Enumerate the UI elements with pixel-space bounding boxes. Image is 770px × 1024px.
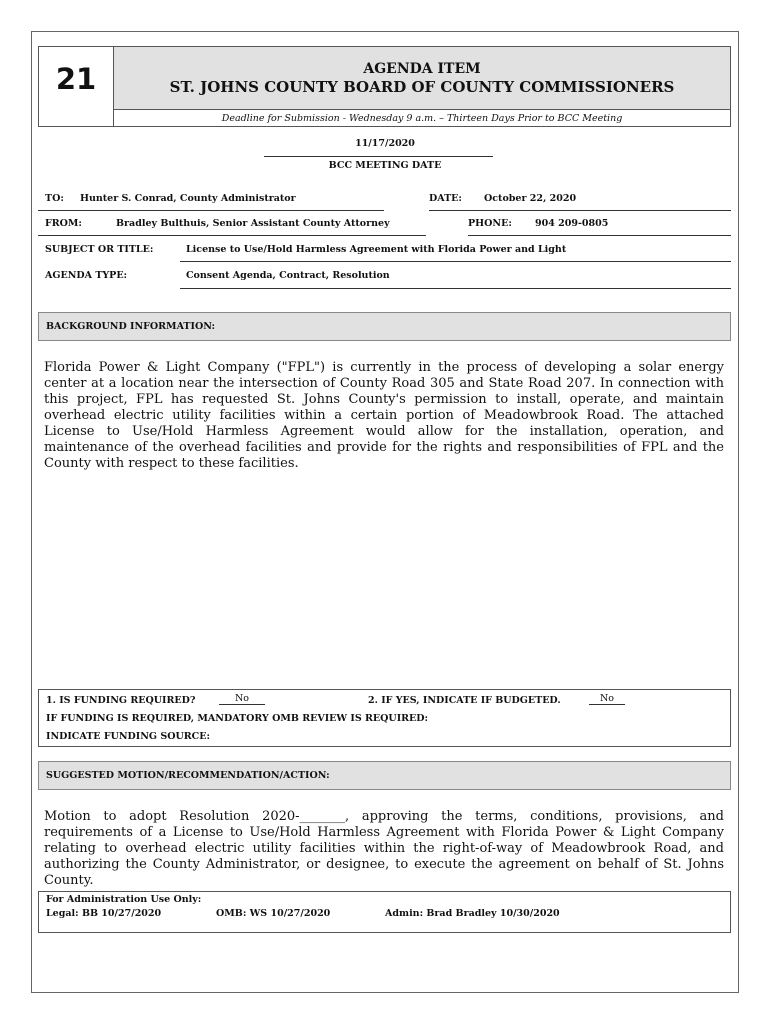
agenda-title-line2: ST. JOHNS COUNTY BOARD OF COUNTY COMMISSIONERS xyxy=(169,77,675,96)
meeting-date-label: BCC MEETING DATE xyxy=(328,160,442,171)
meeting-date-rule xyxy=(264,156,493,157)
to-label: TO: xyxy=(45,193,64,204)
date-rule xyxy=(429,210,731,211)
admin-signoff: Admin: Brad Bradley 10/30/2020 xyxy=(385,908,560,919)
date-label: DATE: xyxy=(429,193,462,204)
agenda-title-line1: AGENDA ITEM xyxy=(363,60,481,77)
from-label: FROM: xyxy=(45,218,82,229)
budgeted-label: 2. IF YES, INDICATE IF BUDGETED. xyxy=(368,695,561,706)
background-heading: BACKGROUND INFORMATION: xyxy=(38,312,731,341)
subject-value: License to Use/Hold Harmless Agreement with Florida Power and Light xyxy=(186,244,567,255)
item-number-spacer xyxy=(39,110,114,127)
funding-box xyxy=(38,689,731,747)
agenda-type-value: Consent Agenda, Contract, Resolution xyxy=(186,270,390,281)
agenda-item-number: 21 xyxy=(39,47,114,110)
funding-required-value: No xyxy=(219,693,265,705)
omb-signoff: OMB: WS 10/27/2020 xyxy=(216,908,331,919)
agenda-type-rule xyxy=(180,288,731,289)
to-rule xyxy=(38,210,384,211)
budgeted-value: No xyxy=(589,693,625,705)
admin-use-label: For Administration Use Only: xyxy=(46,894,202,905)
funding-required-field xyxy=(219,693,265,705)
phone-value: 904 209-0805 xyxy=(535,218,609,229)
background-text: Florida Power & Light Company ("FPL") is currently in the process of developing a solar energy center at a location near the intersection of County Road 305 and State Road 207. In connection with this project, FPL has requested St. Johns County's permission to install, operate, and maintain overhead electric utility facilities within a certain portion of Meadowbrook Road. The attached License to Use/Hold Harmless Agreement would allow for the installation, operation, and maintenance of the overhead facilities and provide for the rights and responsibilities of FPL and the County with respect to these facilities. xyxy=(44,360,724,471)
subject-rule xyxy=(180,261,731,262)
funding-required-label: 1. IS FUNDING REQUIRED? xyxy=(46,695,196,706)
legal-signoff: Legal: BB 10/27/2020 xyxy=(46,908,162,919)
subject-label: SUBJECT OR TITLE: xyxy=(45,244,154,255)
date-value: October 22, 2020 xyxy=(484,193,577,204)
motion-text: Motion to adopt Resolution 2020-_______, approving the terms, conditions, provisions, and requirements of a License to Use/Hold Harmless Agreement with Florida Power & Light Company relating to overhead electric utility facilities within the right-of-way of Meadowbrook Road, and authorizing the County Administrator, or designee, to execute the agreement on behalf of St. Johns County. xyxy=(44,809,724,888)
agenda-type-label: AGENDA TYPE: xyxy=(45,270,128,281)
admin-use-box xyxy=(38,891,731,933)
to-value: Hunter S. Conrad, County Administrator xyxy=(80,193,296,204)
omb-review-note: IF FUNDING IS REQUIRED, MANDATORY OMB REVIEW IS REQUIRED: xyxy=(46,713,429,724)
agenda-title xyxy=(114,47,730,110)
agenda-header xyxy=(38,46,731,127)
phone-label: PHONE: xyxy=(468,218,512,229)
phone-rule xyxy=(468,235,731,236)
budgeted-field xyxy=(589,693,625,705)
motion-heading: SUGGESTED MOTION/RECOMMENDATION/ACTION: xyxy=(38,761,731,790)
submission-deadline: Deadline for Submission - Wednesday 9 a.m. – Thirteen Days Prior to BCC Meeting xyxy=(221,113,623,124)
meeting-date: 11/17/2020 xyxy=(355,138,415,149)
from-rule xyxy=(38,235,426,236)
funding-source-label: INDICATE FUNDING SOURCE: xyxy=(46,731,210,742)
from-value: Bradley Bulthuis, Senior Assistant County Attorney xyxy=(116,218,390,229)
